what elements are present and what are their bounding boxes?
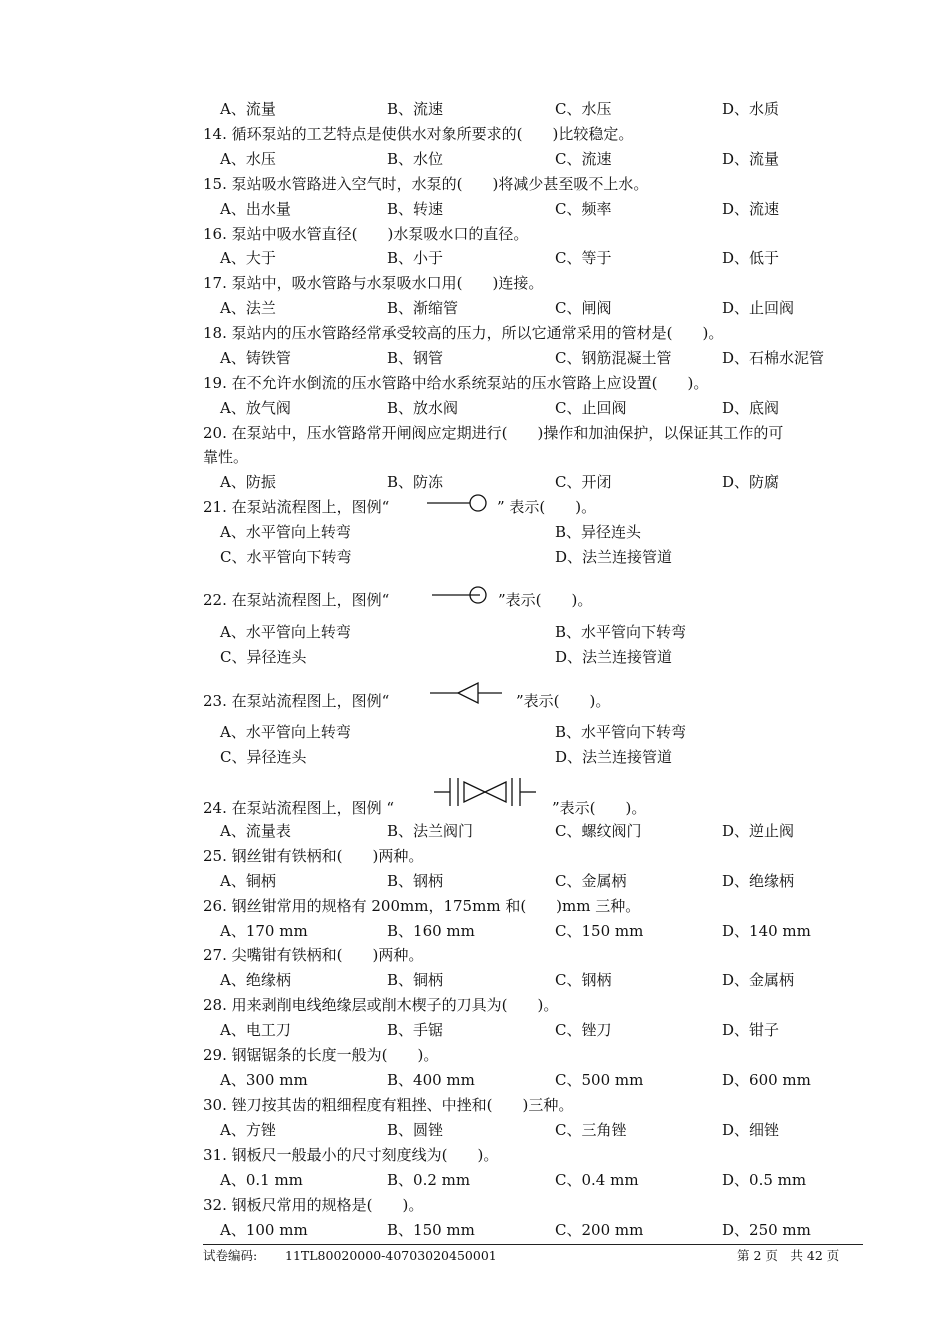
option-b: B、圆锉 [387, 1121, 444, 1139]
option-a: A、电工刀 [220, 1021, 291, 1039]
option-b: B、钢管 [387, 349, 444, 367]
question-29: 29. 钢锯锯条的长度一般为( )。 [203, 1046, 439, 1064]
option-c: C、频率 [555, 200, 612, 218]
option-b: B、150 mm [387, 1221, 475, 1239]
question-17: 17. 泵站中，吸水管路与水泵吸水口用( )连接。 [203, 274, 544, 292]
option-c: C、开闭 [555, 473, 612, 491]
option-d: D、250 mm [722, 1221, 811, 1239]
question-27: 27. 尖嘴钳有铁柄和( )两种。 [203, 946, 424, 964]
question-23-text: 23. 在泵站流程图上，图例“ [203, 692, 390, 710]
option-a: A、100 mm [220, 1221, 308, 1239]
option-d: D、法兰连接管道 [555, 548, 673, 566]
question-24-suffix: ”表示( )。 [552, 799, 647, 817]
question-22 [203, 588, 389, 613]
option-d: D、防腐 [722, 473, 780, 491]
option-c: C、水平管向下转弯 [220, 548, 352, 566]
question-30: 30. 锉刀按其齿的粗细程度有粗挫、中挫和( )三种。 [203, 1096, 574, 1114]
pipe-circle-dot-icon [430, 585, 490, 607]
option-a: A、绝缘柄 [220, 971, 291, 989]
option-d: D、绝缘柄 [722, 872, 795, 890]
question-22-suffix: ”表示( )。 [498, 591, 593, 609]
option-b: B、0.2 mm [387, 1171, 471, 1189]
option-b: B、流速 [387, 100, 444, 118]
option-d: D、石棉水泥管 [722, 349, 825, 367]
question-21 [203, 495, 389, 520]
option-b: B、400 mm [387, 1071, 475, 1089]
question-23-suffix: ”表示( )。 [516, 692, 611, 710]
option-a: A、防振 [220, 473, 276, 491]
option-c: C、异径连头 [220, 648, 307, 666]
option-a: A、水压 [220, 150, 276, 168]
option-a: A、水平管向上转弯 [220, 723, 351, 741]
option-b: B、水平管向下转弯 [555, 623, 687, 641]
option-b: B、水平管向下转弯 [555, 723, 687, 741]
option-c: C、金属柄 [555, 872, 627, 890]
option-d: D、0.5 mm [722, 1171, 807, 1189]
option-b: B、160 mm [387, 922, 475, 940]
option-c: C、螺纹阀门 [555, 822, 642, 840]
option-b: B、防冻 [387, 473, 444, 491]
question-15: 15. 泵站吸水管路进入空气时，水泵的( )将减少甚至吸不上水。 [203, 175, 649, 193]
option-c: C、止回阀 [555, 399, 627, 417]
option-b: B、水位 [387, 150, 444, 168]
option-a: A、放气阀 [220, 399, 291, 417]
option-a: A、水平管向上转弯 [220, 523, 351, 541]
question-31: 31. 钢板尺一般最小的尺寸刻度线为( )。 [203, 1146, 499, 1164]
option-d: D、逆止阀 [722, 822, 795, 840]
option-a: A、170 mm [220, 922, 308, 940]
option-b: B、渐缩管 [387, 299, 459, 317]
option-d: D、低于 [722, 249, 780, 267]
question-16: 16. 泵站中吸水管直径( )水泵吸水口的直径。 [203, 225, 529, 243]
option-b: B、放水阀 [387, 399, 459, 417]
option-a: A、水平管向上转弯 [220, 623, 351, 641]
option-c: C、异径连头 [220, 748, 307, 766]
option-a: A、法兰 [220, 299, 276, 317]
question-23 [203, 689, 389, 714]
option-d: D、法兰连接管道 [555, 648, 673, 666]
option-c: C、150 mm [555, 922, 644, 940]
option-a: A、铜柄 [220, 872, 276, 890]
option-d: D、金属柄 [722, 971, 795, 989]
option-b: B、手锯 [387, 1021, 444, 1039]
option-d: D、法兰连接管道 [555, 748, 673, 766]
question-20-cont: 靠性。 [203, 448, 249, 466]
option-d: D、140 mm [722, 922, 811, 940]
option-b: B、钢柄 [387, 872, 444, 890]
option-d: D、600 mm [722, 1071, 811, 1089]
option-b: B、异径连头 [555, 523, 642, 541]
flanged-valve-icon [432, 776, 538, 808]
option-c: C、0.4 mm [555, 1171, 639, 1189]
option-d: D、底阀 [722, 399, 780, 417]
option-c: C、锉刀 [555, 1021, 612, 1039]
question-22-text: 22. 在泵站流程图上，图例“ [203, 591, 390, 609]
option-a: A、0.1 mm [220, 1171, 303, 1189]
option-d: D、细锉 [722, 1121, 780, 1139]
question-20: 20. 在泵站中，压水管路常开闸阀应定期进行( )操作和加油保护，以保证其工作的可 [203, 424, 784, 442]
option-a: A、方锉 [220, 1121, 276, 1139]
option-c: C、水压 [555, 100, 612, 118]
question-19: 19. 在不允许水倒流的压水管路中给水系统泵站的压水管路上应设置( )。 [203, 374, 709, 392]
option-a: A、流量表 [220, 822, 291, 840]
question-21-text: 21. 在泵站流程图上，图例“ [203, 498, 390, 516]
option-d: D、流速 [722, 200, 780, 218]
option-a: A、大于 [220, 249, 276, 267]
option-a: A、出水量 [220, 200, 291, 218]
option-d: D、流量 [722, 150, 780, 168]
option-c: C、等于 [555, 249, 612, 267]
question-32: 32. 钢板尺常用的规格是( )。 [203, 1196, 424, 1214]
option-a: A、铸铁管 [220, 349, 291, 367]
option-c: C、流速 [555, 150, 612, 168]
question-14: 14. 循环泵站的工艺特点是使供水对象所要求的( )比较稳定。 [203, 125, 634, 143]
option-b: B、转速 [387, 200, 444, 218]
footer-divider [203, 1244, 863, 1245]
question-26: 26. 钢丝钳常用的规格有 200mm，175mm 和( )mm 三种。 [203, 897, 641, 915]
option-d: D、钳子 [722, 1021, 780, 1039]
option-d: D、止回阀 [722, 299, 795, 317]
option-b: B、小于 [387, 249, 444, 267]
option-b: B、铜柄 [387, 971, 444, 989]
question-24 [203, 796, 394, 821]
option-c: C、200 mm [555, 1221, 644, 1239]
question-28: 28. 用来剥削电线绝缘层或削木楔子的刀具为( )。 [203, 996, 559, 1014]
question-21-suffix: ” 表示( )。 [497, 498, 597, 516]
option-a: A、300 mm [220, 1071, 308, 1089]
footer-code-label: 试卷编码: [203, 1248, 258, 1263]
reducer-icon [428, 678, 504, 708]
question-25: 25. 钢丝钳有铁柄和( )两种。 [203, 847, 424, 865]
footer-code: 11TL80020000-40703020450001 [285, 1248, 497, 1263]
option-c: C、闸阀 [555, 299, 612, 317]
pipe-end-circle-icon [424, 494, 490, 514]
option-b: B、法兰阀门 [387, 822, 474, 840]
option-d: D、水质 [722, 100, 780, 118]
option-c: C、三角锉 [555, 1121, 627, 1139]
question-24-text: 24. 在泵站流程图上，图例 “ [203, 799, 395, 817]
option-c: C、钢筋混凝土管 [555, 349, 672, 367]
footer-page-number: 第 2 页 共 42 页 [737, 1248, 840, 1263]
option-a: A、流量 [220, 100, 276, 118]
option-c: C、500 mm [555, 1071, 644, 1089]
question-18: 18. 泵站内的压水管路经常承受较高的压力，所以它通常采用的管材是( )。 [203, 324, 724, 342]
option-c: C、钢柄 [555, 971, 612, 989]
